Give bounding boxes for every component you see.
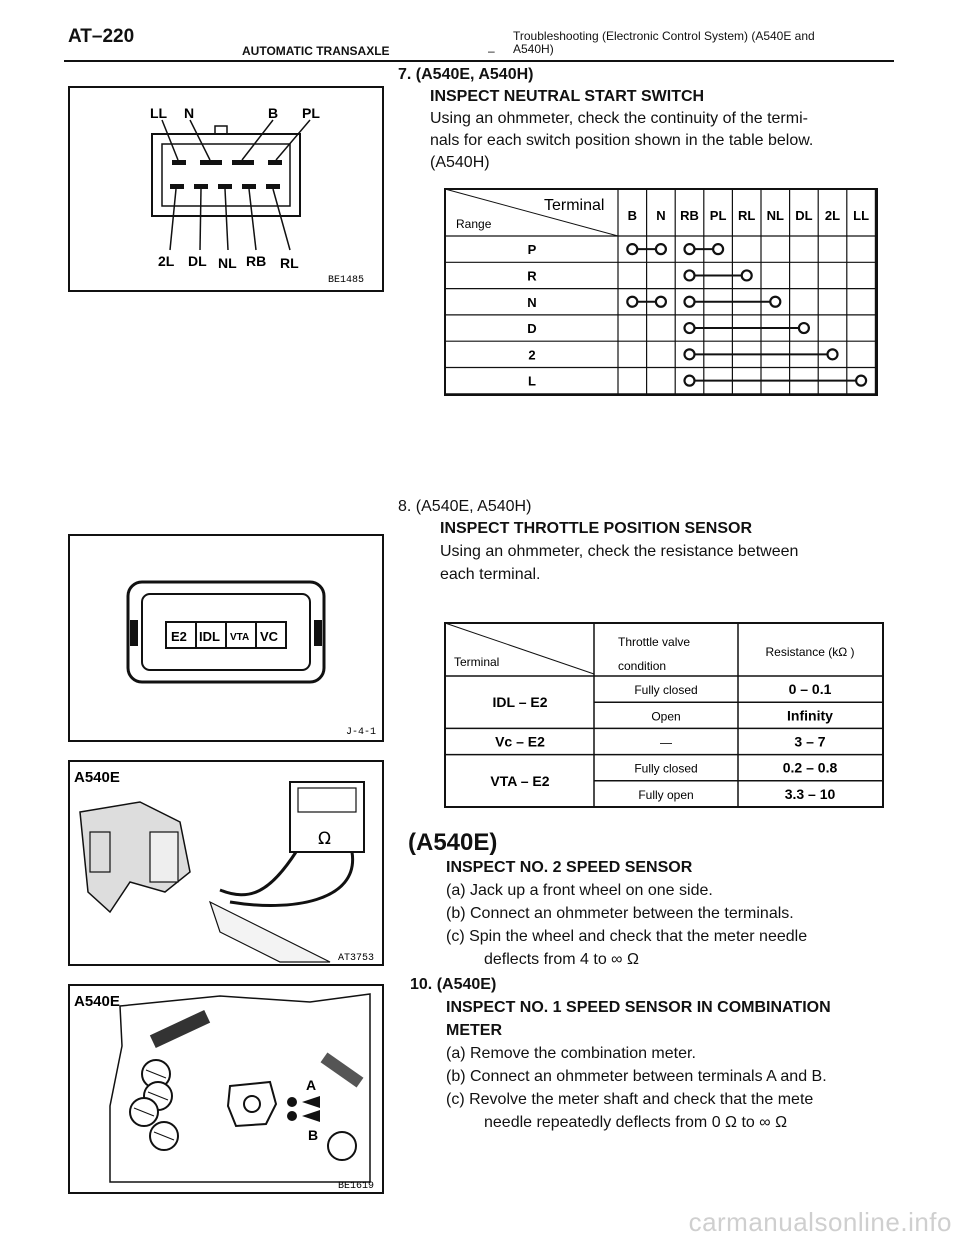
range-label: L	[528, 373, 536, 389]
column-header-dl: DL	[795, 208, 813, 223]
step9-heading: (A540E)	[408, 829, 498, 856]
pin-label-2l: 2L	[158, 253, 175, 269]
corner-terminal-label: Terminal	[544, 197, 605, 214]
continuity-node	[685, 349, 695, 359]
throttle-sensor-connector-figure	[68, 534, 384, 742]
speed-sensor-2-figure	[68, 760, 384, 966]
tps-terminal-vta: VTA	[230, 632, 250, 643]
step9-b: (b) Connect an ohmmeter between the terminals.	[446, 905, 794, 922]
step10-b: (b) Connect an ohmmeter between terminals A and B.	[446, 1068, 827, 1085]
tps-header-condition-2: condition	[618, 659, 667, 673]
step10-title-1: INSPECT NO. 1 SPEED SENSOR IN COMBINATION	[446, 999, 831, 1016]
header-dash: –	[488, 44, 495, 58]
range-label: R	[527, 268, 537, 284]
pin-label-ll: LL	[150, 105, 168, 121]
column-header-nl: NL	[766, 208, 784, 223]
tps-row-condition: Fully closed	[634, 683, 698, 698]
step10-a: (a) Remove the combination meter.	[446, 1045, 696, 1062]
continuity-node	[742, 270, 752, 280]
step9-c1: (c) Spin the wheel and check that the meter needle	[446, 928, 808, 945]
column-header-2l: 2L	[824, 208, 841, 223]
continuity-node	[685, 376, 695, 386]
step9-a: (a) Jack up a front wheel on one side.	[446, 882, 713, 899]
column-header-b: B	[627, 208, 637, 223]
tps-row-condition: Fully closed	[634, 761, 698, 776]
pin-label-pl: PL	[302, 105, 320, 121]
speed-sensor-1-figure	[68, 984, 384, 1194]
continuity-node	[713, 244, 723, 254]
column-header-n: N	[656, 208, 666, 223]
continuity-node	[685, 270, 695, 280]
tps-row-terminal: IDL – E2	[492, 694, 548, 711]
step10-heading: 10. (A540E)	[410, 976, 497, 993]
step7-line3: (A540H)	[430, 154, 490, 171]
continuity-node	[770, 297, 780, 307]
figure-model-label: A540E	[74, 769, 120, 786]
continuity-node	[799, 323, 809, 333]
tps-row-resistance: 3.3 – 10	[784, 785, 836, 802]
tps-row-terminal: VTA – E2	[490, 772, 550, 789]
pin-label-dl: DL	[188, 253, 207, 269]
pin-label-rb: RB	[246, 253, 267, 269]
column-header-pl: PL	[709, 208, 727, 223]
step7-heading: 7. (A540E, A540H)	[398, 66, 534, 83]
column-header-rl: RL	[738, 208, 756, 223]
range-label: 2	[528, 347, 536, 363]
continuity-node	[685, 323, 695, 333]
tps-header-terminal: Terminal	[454, 655, 500, 669]
figure-code: J-4-1	[346, 727, 377, 738]
continuity-node	[627, 297, 637, 307]
pin-label-b: B	[268, 105, 279, 121]
pin-label-n: N	[184, 105, 195, 121]
section-title: Troubleshooting (Electronic Control System) (A540E and A540H)	[513, 29, 815, 56]
column-header-rb: RB	[680, 208, 699, 223]
pin-label-nl: NL	[218, 255, 237, 271]
terminal-b-label: B	[308, 1127, 319, 1143]
tps-terminal-e2: E2	[171, 629, 187, 644]
resistance-table	[444, 622, 884, 808]
step10-c1: (c) Revolve the meter shaft and check that the mete	[446, 1091, 814, 1108]
page-number: AT–220	[68, 26, 135, 47]
figure-model-label: A540E	[74, 993, 120, 1010]
tps-terminal-idl: IDL	[199, 629, 220, 644]
step8-title: INSPECT THROTTLE POSITION SENSOR	[440, 520, 753, 537]
figure-code: BE1619	[338, 1181, 375, 1192]
step9-title: INSPECT NO. 2 SPEED SENSOR	[446, 859, 693, 876]
tps-row-condition: Fully open	[638, 787, 694, 802]
step10-title-2: METER	[446, 1022, 502, 1039]
tps-row-resistance: 0.2 – 0.8	[782, 759, 838, 776]
continuity-node	[685, 244, 695, 254]
continuity-node	[656, 297, 666, 307]
combination-meter-drawing	[70, 986, 382, 1192]
continuity-node	[656, 244, 666, 254]
tps-row-resistance: Infinity	[787, 707, 833, 724]
range-label: P	[527, 242, 537, 258]
tps-header-resistance: Resistance (kΩ )	[765, 645, 855, 659]
neutral-start-switch-figure	[68, 86, 384, 292]
tps-row-terminal: Vc – E2	[495, 733, 545, 750]
switch-connector-diagram	[70, 88, 382, 290]
step8-line1: Using an ohmmeter, check the resistance between	[440, 543, 799, 560]
figure-code: AT3753	[338, 953, 375, 964]
continuity-node	[856, 376, 866, 386]
tps-header-condition-1: Throttle valve	[618, 635, 691, 649]
step8-heading: 8. (A540E, A540H)	[398, 498, 532, 515]
tps-terminal-vc: VC	[260, 629, 279, 644]
pin-label-rl: RL	[280, 255, 299, 271]
header-rule	[64, 60, 894, 62]
figure-code: BE1485	[328, 275, 365, 286]
terminal-a-label: A	[306, 1077, 317, 1093]
step7-line1: Using an ohmmeter, check the continuity of the termi-	[430, 110, 808, 127]
range-label: N	[527, 294, 537, 310]
step10-c2: needle repeatedly deflects from 0 Ω to ∞ Ω	[484, 1114, 788, 1131]
step7-line2: nals for each switch position shown in the table below.	[430, 132, 814, 149]
column-header-ll: LL	[853, 208, 870, 223]
speed-sensor-2-drawing	[70, 762, 382, 964]
tps-row-resistance: 3 – 7	[794, 733, 826, 750]
step9-c2: deflects from 4 to ∞ Ω	[484, 951, 639, 968]
tps-row-resistance: 0 – 0.1	[788, 681, 832, 698]
range-label: D	[527, 321, 537, 337]
tps-row-condition: Open	[651, 709, 681, 724]
tps-connector-diagram	[70, 536, 382, 740]
continuity-node	[685, 297, 695, 307]
ohmmeter-symbol: Ω	[318, 829, 331, 849]
tps-row-condition: —	[660, 735, 672, 750]
corner-range-label: Range	[456, 217, 492, 231]
continuity-node	[828, 349, 838, 359]
continuity-table	[444, 188, 878, 396]
step8-line2: each terminal.	[440, 566, 541, 583]
chapter-title: AUTOMATIC TRANSAXLE	[242, 44, 390, 58]
step7-title: INSPECT NEUTRAL START SWITCH	[430, 88, 705, 105]
footer-watermark: carmanualsonline.info	[688, 1207, 952, 1237]
continuity-node	[627, 244, 637, 254]
